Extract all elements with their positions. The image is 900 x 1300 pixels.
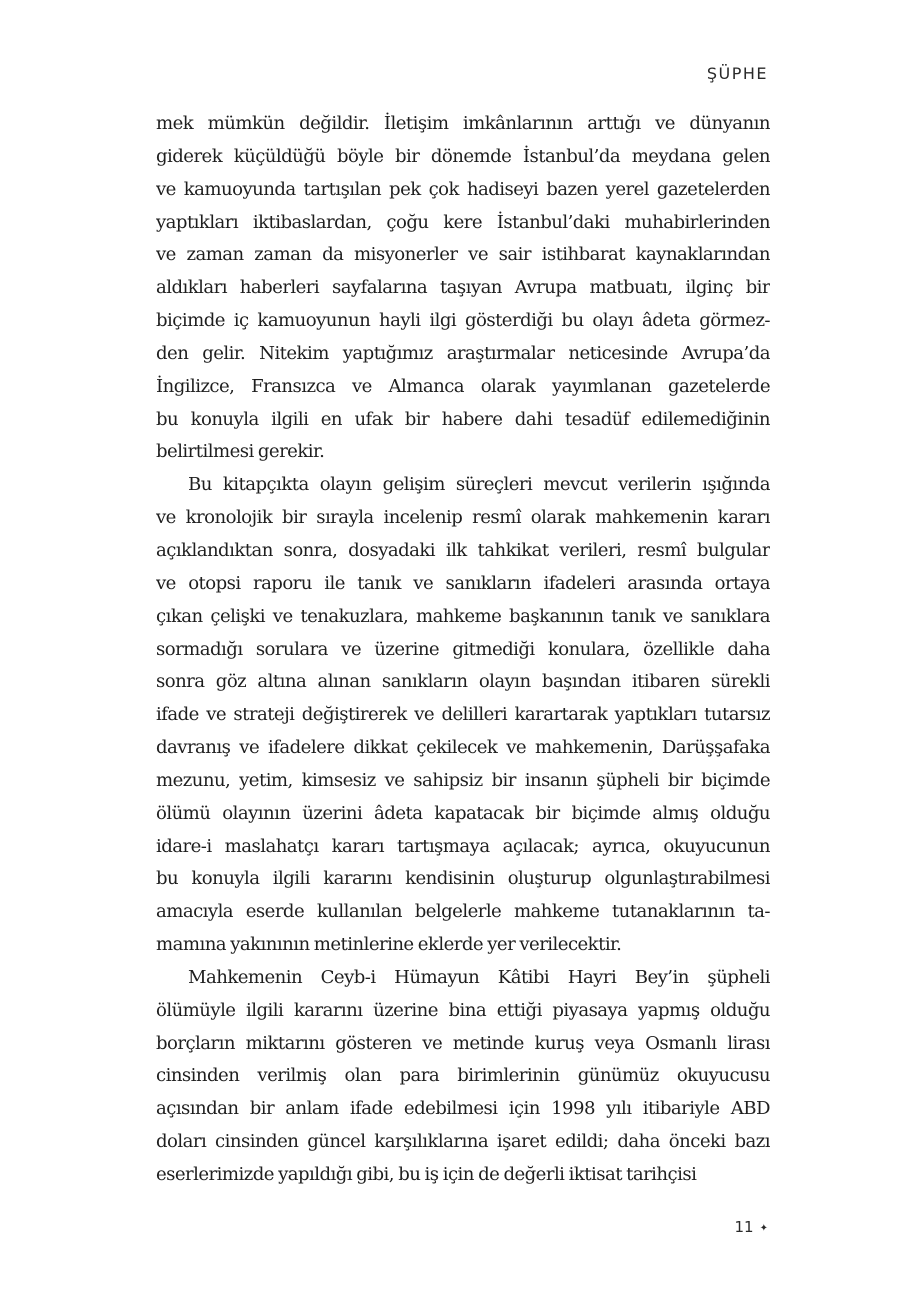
text-line: cinsinden verilmiş olan para birimlerinin günümüz okuyucusu <box>156 1065 770 1087</box>
text-line: belirtilmesi gerekir. <box>156 441 325 463</box>
text-line: giderek küçüldüğü böyle bir dönemde İstanbul’da meydana gelen <box>156 145 770 167</box>
text-line: doları cinsinden güncel karşılıklarına işaret edildi; daha önceki bazı <box>156 1131 770 1153</box>
star-ornament-icon: ✦ <box>759 1223 768 1234</box>
text-line: amacıyla eserde kullanılan belgelerle mahkeme tutanaklarının ta- <box>156 901 770 923</box>
text-line: ifade ve strateji değiştirerek ve delilleri karartarak yaptıkları tutarsız <box>156 704 770 726</box>
text-line: mamına yakınının metinlerine eklerde yer verilecektir. <box>156 934 622 956</box>
text-line: aldıkları haberleri sayfalarına taşıyan Avrupa matbuatı, ilginç bir <box>156 277 770 299</box>
text-line: mezunu, yetim, kimsesiz ve sahipsiz bir insanın şüpheli bir biçimde <box>156 769 770 791</box>
text-line: İngilizce, Fransızca ve Almanca olarak yayımlanan gazetelerde <box>156 375 770 397</box>
text-line: den gelir. Nitekim yaptığımız araştırmalar neticesinde Avrupa’da <box>156 342 770 364</box>
text-line: ve kronolojik bir sırayla incelenip resmî olarak mahkemenin kararı <box>156 507 770 529</box>
text-line: borçların miktarını gösteren ve metinde kuruş veya Osmanlı lirası <box>156 1032 770 1054</box>
text-line: Bu kitapçıkta olayın gelişim süreçleri mevcut verilerin ışığında <box>188 474 770 496</box>
text-line: ölümü olayının üzerini âdeta kapatacak bir biçimde almış olduğu <box>156 802 770 824</box>
text-line: ölümüyle ilgili kararını üzerine bina ettiği piyasaya yapmış olduğu <box>156 999 770 1021</box>
running-header: ŞÜPHE <box>706 64 768 83</box>
paragraph <box>156 469 770 962</box>
text-line: açıklandıktan sonra, dosyadaki ilk tahkikat verileri, resmî bulgular <box>156 539 770 561</box>
text-line: eserlerimizde yapıldığı gibi, bu iş için de değerli iktisat tarihçisi <box>156 1164 697 1185</box>
text-line: yaptıkları iktibaslardan, çoğu kere İstanbul’daki muhabirlerinden <box>156 211 770 233</box>
text-line: Mahkemenin Ceyb-i Hümayun Kâtibi Hayri Bey’in şüpheli <box>188 966 770 988</box>
text-line: biçimde iç kamuoyunun hayli ilgi gösterdiği bu olayı âdeta görmez- <box>156 310 770 332</box>
text-line: bu konuyla ilgili en ufak bir habere dahi tesadüf edilemediğinin <box>156 408 770 430</box>
text-line: ve otopsi raporu ile tanık ve sanıkların ifadeleri arasında ortaya <box>156 572 770 594</box>
text-line: ve kamuoyunda tartışılan pek çok hadiseyi bazen yerel gazetelerden <box>156 178 770 200</box>
text-line: çıkan çelişki ve tenakuzlara, mahkeme başkanının tanık ve sanıklara <box>156 605 770 627</box>
text-line: sormadığı sorulara ve üzerine gitmediği konulara, özellikle daha <box>156 638 770 660</box>
paragraph <box>156 108 770 469</box>
text-line: davranış ve ifadelere dikkat çekilecek ve mahkemenin, Darüşşafaka <box>156 737 770 759</box>
text-line: idare-i maslahatçı kararı tartışmaya açılacak; ayrıca, okuyucunun <box>156 835 770 857</box>
text-line: mek mümkün değildir. İletişim imkânlarının arttığı ve dünyanın <box>156 113 770 134</box>
text-line: açısından bir anlam ifade edebilmesi için 1998 yılı itibariyle ABD <box>156 1098 770 1120</box>
page-number: 11 <box>734 1218 754 1236</box>
text-line: bu konuyla ilgili kararını kendisinin oluşturup olgunlaştırabilmesi <box>156 868 770 890</box>
paragraph <box>156 962 770 1192</box>
page-footer <box>735 1218 768 1236</box>
text-line: ve zaman zaman da misyonerler ve sair istihbarat kaynaklarından <box>156 244 770 266</box>
text-line: sonra göz altına alınan sanıkların olayın başından itibaren sürekli <box>156 671 770 693</box>
body-text <box>156 108 770 1192</box>
